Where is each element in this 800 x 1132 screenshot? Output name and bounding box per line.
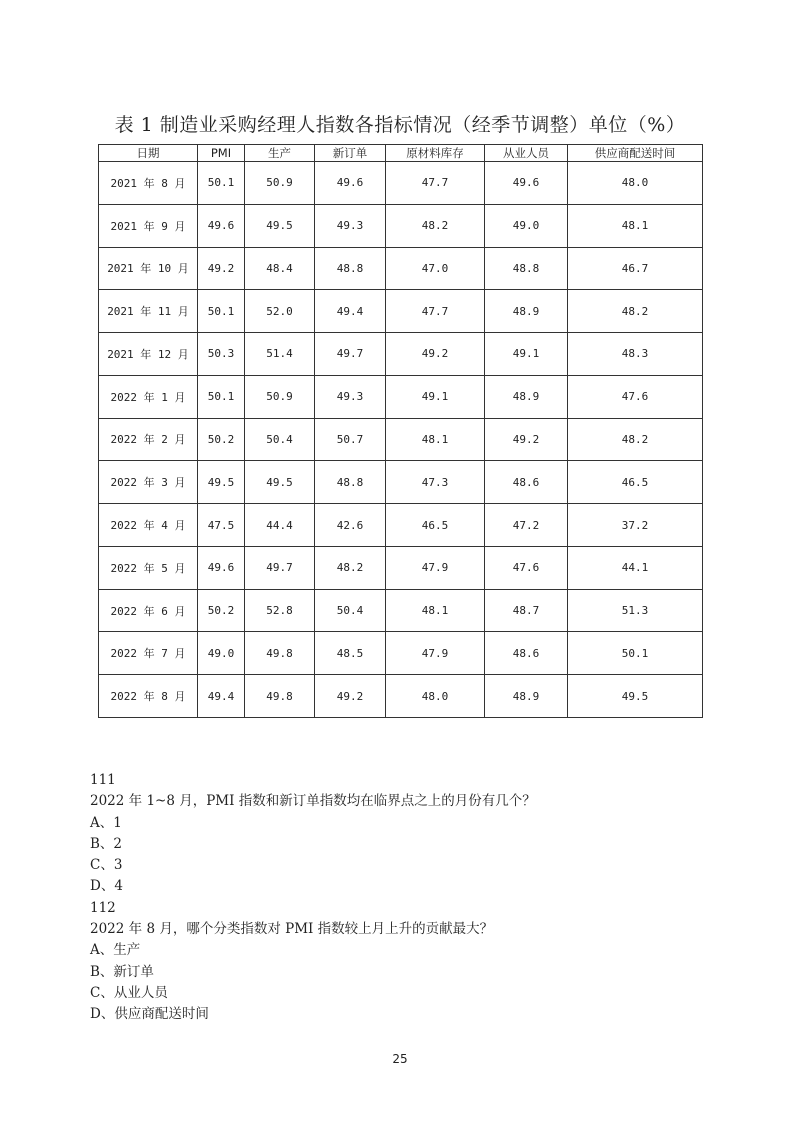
table-cell: 49.7 [245,546,315,589]
table-cell: 47.2 [485,504,568,547]
table-cell: 47.3 [386,461,485,504]
table-cell: 48.3 [568,333,703,376]
table-cell: 44.4 [245,504,315,547]
header-new-orders: 新订单 [315,145,386,162]
question-112-number: 112 [90,899,116,916]
table-cell: 49.6 [485,162,568,205]
header-supplier-delivery-time: 供应商配送时间 [568,145,703,162]
table-cell: 50.9 [245,162,315,205]
table-cell: 42.6 [315,504,386,547]
table-cell: 48.9 [485,290,568,333]
table-row [99,162,703,205]
table-row [99,632,703,675]
table-row [99,675,703,718]
table-cell: 49.3 [315,204,386,247]
table-cell: 49.8 [245,675,315,718]
table-cell: 50.4 [245,418,315,461]
table-cell: 48.8 [485,247,568,290]
table-cell: 49.3 [315,375,386,418]
table-row [99,589,703,632]
table-cell: 49.5 [245,204,315,247]
table-cell: 50.2 [198,418,245,461]
table-cell: 2021 年 12 月 [99,333,198,376]
table-cell: 50.7 [315,418,386,461]
question-112-text: 2022 年 8 月，哪个分类指数对 PMI 指数较上月上升的贡献最大？ [90,921,494,938]
table-cell: 52.0 [245,290,315,333]
table-cell: 50.2 [198,589,245,632]
table-cell: 49.2 [198,247,245,290]
header-pmi: PMI [198,145,245,162]
table-cell: 50.1 [568,632,703,675]
table-cell: 49.2 [315,675,386,718]
table-header-row [99,145,703,162]
pmi-table [98,144,703,718]
header-raw-material-inventory: 原材料库存 [386,145,485,162]
table-cell: 48.0 [568,162,703,205]
table-cell: 49.1 [386,375,485,418]
table-cell: 50.9 [245,375,315,418]
question-111-option-b: B、2 [90,835,123,852]
question-112-option-b: B、新订单 [90,963,154,980]
table-cell: 49.6 [315,162,386,205]
table-row [99,247,703,290]
question-112-option-a: A、生产 [90,942,141,959]
table-row [99,418,703,461]
table-row [99,461,703,504]
table-cell: 49.1 [485,333,568,376]
table-cell: 50.3 [198,333,245,376]
table-cell: 47.7 [386,290,485,333]
questions [90,770,536,1026]
question-111-number: 111 [90,772,116,788]
table-cell: 47.7 [386,162,485,205]
table-cell: 48.4 [245,247,315,290]
table-cell: 2022 年 7 月 [99,632,198,675]
table-row [99,204,703,247]
table-cell: 49.0 [485,204,568,247]
table-cell: 48.1 [568,204,703,247]
table-row [99,290,703,333]
table-cell: 47.6 [568,375,703,418]
table-cell: 48.0 [386,675,485,718]
table-cell: 50.1 [198,290,245,333]
table-cell: 2021 年 11 月 [99,290,198,333]
table-cell: 49.6 [198,546,245,589]
table-cell: 46.5 [568,461,703,504]
question-111-option-d: D、4 [90,878,123,895]
table-cell: 50.1 [198,375,245,418]
table-cell: 48.6 [485,632,568,675]
table-cell: 2022 年 6 月 [99,589,198,632]
table-cell: 49.7 [315,333,386,376]
table-cell: 49.5 [245,461,315,504]
table-cell: 2022 年 3 月 [99,461,198,504]
table-cell: 2022 年 2 月 [99,418,198,461]
table-cell: 47.0 [386,247,485,290]
header-production: 生产 [245,145,315,162]
table-cell: 2021 年 9 月 [99,204,198,247]
table-cell: 2022 年 8 月 [99,675,198,718]
table-cell: 51.4 [245,333,315,376]
table-cell: 46.5 [386,504,485,547]
table-cell: 51.3 [568,589,703,632]
table-cell: 49.6 [198,204,245,247]
table-cell: 48.6 [485,461,568,504]
table-cell: 48.1 [386,589,485,632]
table-cell: 48.2 [568,290,703,333]
table-cell: 48.1 [386,418,485,461]
table-cell: 49.5 [568,675,703,718]
question-111-text: 2022 年 1~8 月，PMI 指数和新订单指数均在临界点之上的月份有几个？ [90,793,536,810]
table-row [99,546,703,589]
table-cell: 48.2 [315,546,386,589]
table-cell: 49.2 [485,418,568,461]
table-cell: 49.0 [198,632,245,675]
table-cell: 47.9 [386,546,485,589]
table-cell: 2022 年 1 月 [99,375,198,418]
table-row [99,333,703,376]
table-cell: 48.5 [315,632,386,675]
table-cell: 48.7 [485,589,568,632]
table-cell: 2021 年 10 月 [99,247,198,290]
table-cell: 48.2 [386,204,485,247]
page-number: 25 [392,1052,408,1066]
table-cell: 48.2 [568,418,703,461]
table-cell: 44.1 [568,546,703,589]
table-cell: 49.5 [198,461,245,504]
table-cell: 48.9 [485,375,568,418]
table-cell: 37.2 [568,504,703,547]
table-cell: 46.7 [568,247,703,290]
table-cell: 50.4 [315,589,386,632]
table-cell: 47.6 [485,546,568,589]
question-112-option-c: C、从业人员 [90,984,168,1001]
table-row [99,375,703,418]
question-111-option-c: C、3 [90,857,123,874]
table-cell: 49.8 [245,632,315,675]
table-cell: 2022 年 4 月 [99,504,198,547]
table-cell: 50.1 [198,162,245,205]
table-cell: 47.9 [386,632,485,675]
table-row [99,504,703,547]
question-112-option-d: D、供应商配送时间 [90,1006,209,1023]
table-cell: 49.4 [315,290,386,333]
question-111-option-a: A、1 [90,814,122,831]
table-cell: 2022 年 5 月 [99,546,198,589]
table-cell: 2021 年 8 月 [99,162,198,205]
table-cell: 49.2 [386,333,485,376]
table-cell: 48.9 [485,675,568,718]
table-title: 表 1 制造业采购经理人指数各指标情况（经季节调整）单位（%） [114,114,686,136]
table-cell: 48.8 [315,461,386,504]
header-employment: 从业人员 [485,145,568,162]
table-cell: 48.8 [315,247,386,290]
table-cell: 47.5 [198,504,245,547]
table-cell: 49.4 [198,675,245,718]
table-cell: 52.8 [245,589,315,632]
header-date: 日期 [99,145,198,162]
